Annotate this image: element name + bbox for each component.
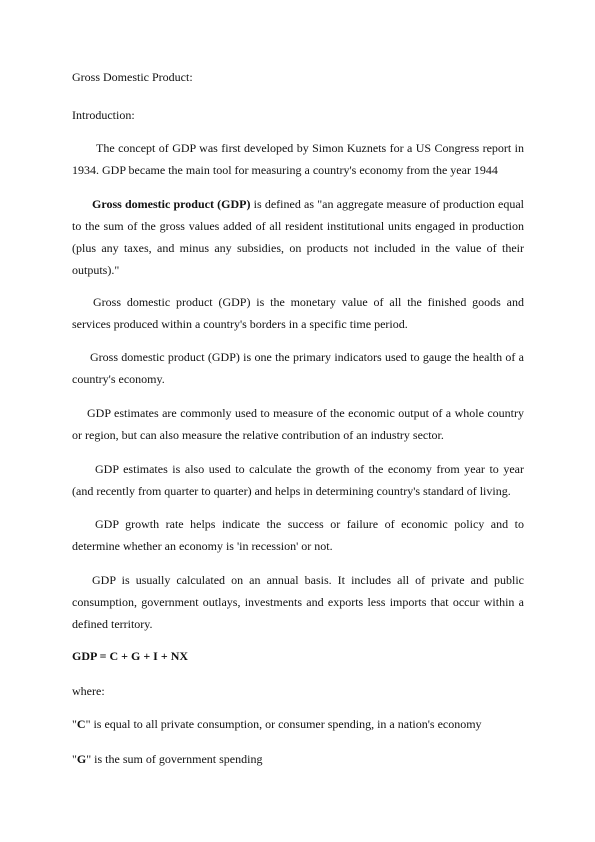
c-letter: C <box>76 717 86 731</box>
gdp-term: Gross domestic product (GDP) <box>92 197 251 211</box>
paragraph-definition <box>72 193 524 281</box>
definition-text: is defined as "an aggregate measure of production equal to the sum of the gross values added of all resident institutional units engaged in production (plus any taxes, and minus any subsidies, on products not included in the value of their outputs)." <box>72 197 524 277</box>
formula-text: GDP = C + G + I + NX <box>72 649 189 663</box>
introduction-label: Introduction: <box>72 108 135 122</box>
paragraph-growth: GDP estimates is also used to calculate the growth of the economy from year to year (and recently from quarter to quarter) and helps in determining country's standard of living. <box>72 462 524 498</box>
g-letter: G <box>76 752 87 766</box>
document-heading: Gross Domestic Product: <box>72 70 193 84</box>
paragraph-growth-rate: GDP growth rate helps indicate the success or failure of economic policy and to determine whether an economy is 'in recession' or not. <box>72 517 524 553</box>
gdp-formula <box>72 649 188 663</box>
g-text: " is the sum of government spending <box>86 752 263 766</box>
paragraph-monetary-value: Gross domestic product (GDP) is the monetary value of all the finished goods and services produced within a country's borders in a specific time period. <box>72 295 524 331</box>
c-quote: " <box>72 717 77 731</box>
paragraph-estimates: GDP estimates are commonly used to measure of the economic output of a whole country or region, but can also measure the relative contribution of an industry sector. <box>72 406 524 442</box>
where-label: where: <box>72 684 105 698</box>
definition-c <box>72 717 482 731</box>
paragraph-calculation: GDP is usually calculated on an annual basis. It includes all of private and public consumption, government outlays, investments and exports less imports that occur within a defined territory. <box>72 573 524 631</box>
g-quote: " <box>72 752 77 766</box>
paragraph-indicator: Gross domestic product (GDP) is one the primary indicators used to gauge the health of a country's economy. <box>72 350 524 386</box>
paragraph-history: The concept of GDP was first developed by Simon Kuznets for a US Congress report in 1934. GDP became the main tool for measuring a country's economy from the year 1944 <box>72 141 524 177</box>
definition-g <box>72 752 262 766</box>
c-text: " is equal to all private consumption, or consumer spending, in a nation's economy <box>85 717 482 731</box>
